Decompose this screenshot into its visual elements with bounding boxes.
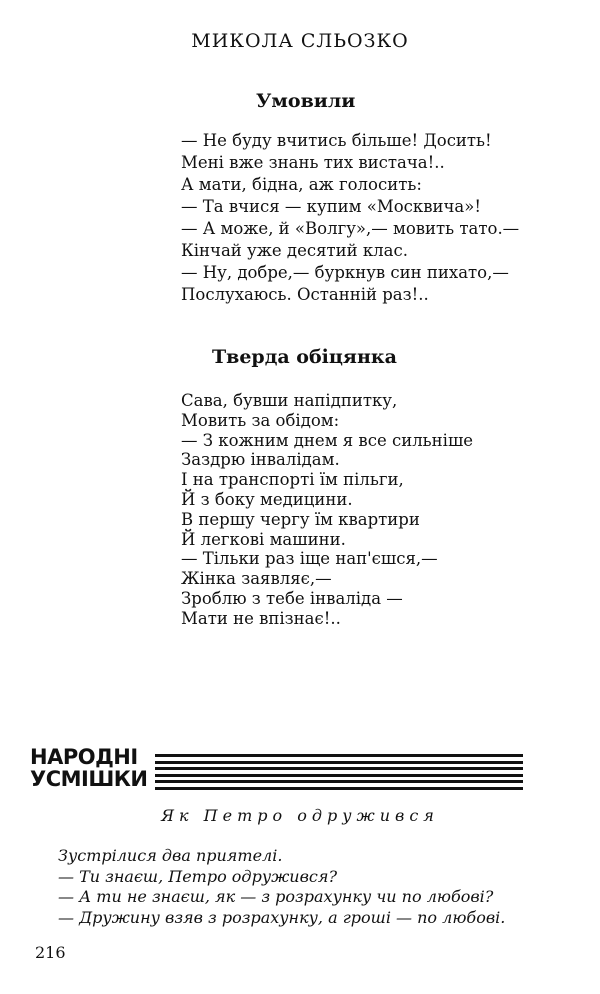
decorative-stripes [155, 754, 523, 791]
poem-line: — Тільки раз іще нап'єшся,— [181, 549, 438, 569]
poem-line: Мені вже знань тих вистача!.. [181, 153, 445, 172]
section-heading-line: НАРОДНІ [30, 745, 138, 769]
poem-line: Мати не впізнає!.. [181, 608, 341, 628]
poem-line: А мати, бідна, аж голосить: [181, 175, 422, 194]
poem-line: Послухаюсь. Останній раз!.. [181, 285, 429, 304]
poem-line: Кінчай уже десятий клас. [181, 241, 408, 260]
poem-line: Сава, бувши напідпитку, [181, 391, 398, 410]
poem-line: — З кожним днем я все сильніше [181, 430, 474, 450]
poem-line: Й легкові машини. [181, 529, 346, 549]
joke-line: — Ти знаєш, Петро одружився? [58, 866, 338, 886]
section-heading-line: УСМІШКИ [30, 767, 148, 791]
poem-line: Мовить за обідом: [181, 410, 340, 430]
joke-line: — А ти не знаєш, як — з розрахунку чи по любові? [58, 887, 494, 906]
joke-line: Зустрілися два приятелі. [58, 846, 283, 865]
poem-line: Заздрю інвалідам. [181, 450, 340, 470]
poem1-body [181, 130, 519, 306]
poem2-body [181, 391, 473, 629]
author-name: МИКОЛА СЛЬОЗКО [191, 30, 409, 52]
page-number: 216 [35, 943, 66, 962]
poem-line: Зроблю з тебе інваліда — [181, 588, 403, 608]
section-heading [30, 746, 148, 790]
poem-line: В першу чергу їм квартири [181, 509, 420, 529]
poem-line: — Ну, добре,— буркнув син пихато,— [181, 263, 509, 282]
poem-line: — А може, й «Волгу»,— мовить тато.— [181, 219, 520, 238]
poem1-title: Умовили [256, 90, 356, 112]
joke-title: Як Петро одружився [161, 806, 439, 825]
joke-body [58, 846, 505, 928]
poem-line: — Та вчися — купим «Москвича»! [181, 197, 481, 216]
poem-line: Жінка заявляє,— [181, 569, 332, 589]
joke-line: — Дружину взяв з розрахунку, а гроші — по любові. [58, 907, 506, 927]
poem-line: Й з боку медицини. [181, 489, 353, 509]
poem-line: — Не буду вчитись більше! Досить! [181, 131, 492, 150]
poem2-title: Тверда обіцянка [212, 346, 397, 368]
poem-line: І на транспорті їм пільги, [181, 470, 404, 490]
